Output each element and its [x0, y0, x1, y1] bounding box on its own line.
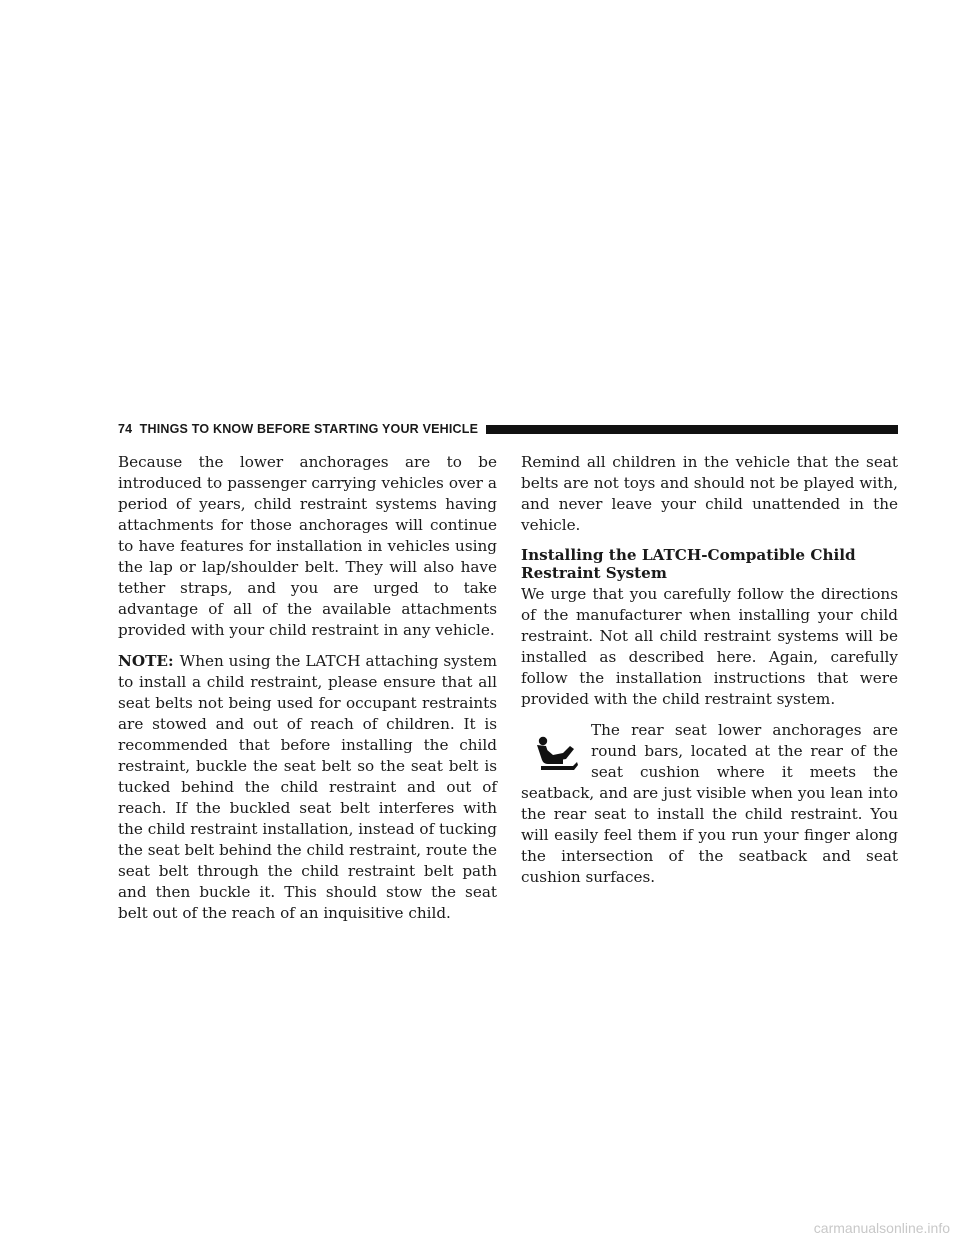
- right-column: [521, 452, 898, 898]
- reminder-paragraph: Remind all children in the vehicle that the seat belts are not toys and should not be played with, and never leave your child unattended in the vehicle.: [521, 453, 898, 534]
- section-subheading: Installing the LATCH-Compatible Child Restraint System: [521, 546, 856, 582]
- header-text: [118, 422, 486, 436]
- note-text: When using the LATCH attaching system to install a child restraint, please ensure that all seat belts not being used for occupant restraints are stowed and out of reach of children. It is recommended that before installing the child restraint, buckle the seat belt so the seat belt is tucked behind the child restraint and out of reach. If the buckled seat belt interferes with the child restraint installation, instead of tucking the seat belt behind the child restraint, route the seat belt through the child restraint belt path and then buckle it. This should stow the seat belt out of the reach of an inquisitive child.: [118, 652, 497, 922]
- left-column: [118, 452, 497, 934]
- anchorages-paragraph: [521, 720, 898, 888]
- page-number: 74: [118, 422, 133, 436]
- header-rule: [486, 425, 898, 434]
- child-seat-icon: [533, 733, 581, 773]
- page-header: [118, 420, 898, 438]
- watermark: carmanualsonline.info: [813, 1220, 950, 1236]
- directions-paragraph: We urge that you carefully follow the directions of the manufacturer when installing your child restraint. Not all child restraint systems will be installed as described here. Again, carefully follow the installation instructions that were provided with the child restraint system.: [521, 585, 898, 708]
- section-title: THINGS TO KNOW BEFORE STARTING YOUR VEHICLE: [139, 422, 479, 436]
- note-paragraph: [118, 651, 497, 924]
- intro-paragraph: Because the lower anchorages are to be introduced to passenger carrying vehicles over a period of years, child restraint systems having attachments for those anchorages will continue to have features for installation in vehicles using the lap or lap/shoulder belt. They will also have tether straps, and you are urged to take advantage of all of the available attachments provided with your child restraint in any vehicle.: [118, 453, 497, 639]
- anchorages-text: The rear seat lower anchorages are round bars, located at the rear of the seat cushion where it meets the seatback, and are just visible when you lean into the rear seat to install the child restraint. You will easily feel them if you run your finger along the intersection of the seatback and seat cushion surfaces.: [521, 721, 898, 886]
- note-label: NOTE:: [118, 652, 174, 670]
